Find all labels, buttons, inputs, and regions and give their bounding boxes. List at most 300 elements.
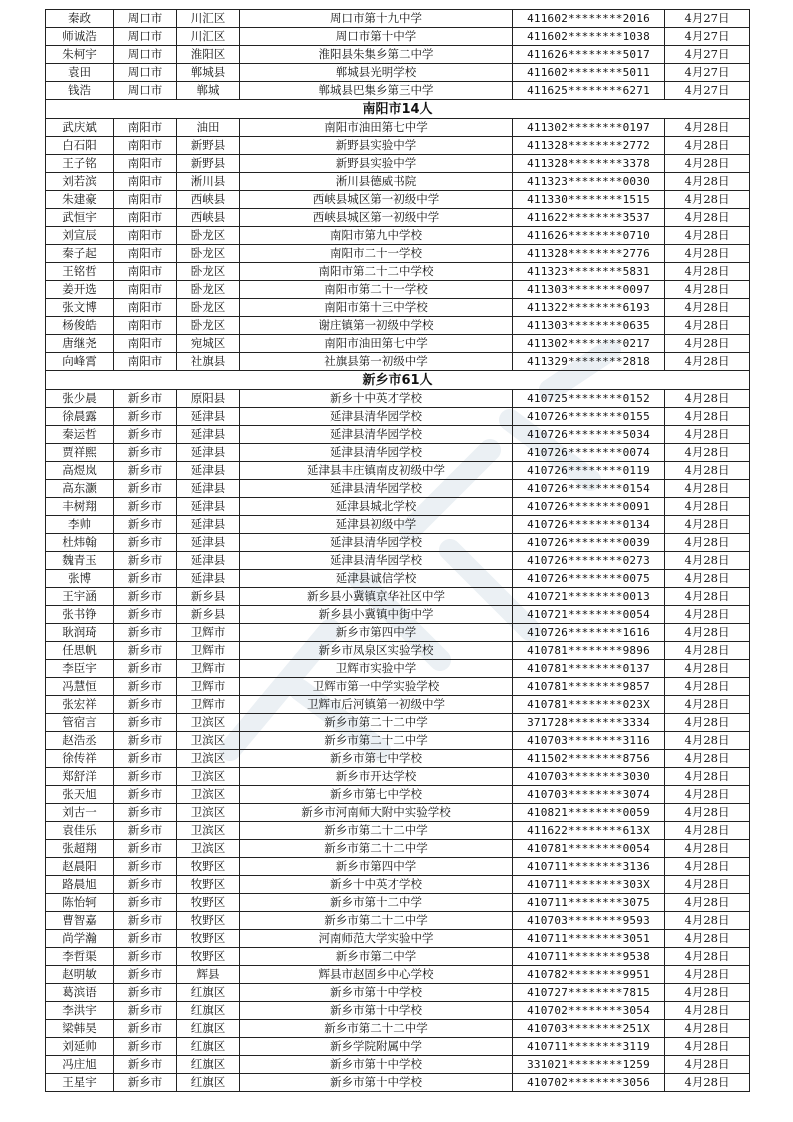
id-number-cell: 410711********3136 xyxy=(513,858,665,876)
city-cell: 新乡市 xyxy=(114,678,177,696)
school-cell: 淅川县德威书院 xyxy=(240,173,513,191)
student-name-cell: 袁田 xyxy=(46,64,114,82)
table-row xyxy=(46,1074,750,1092)
district-cell: 卫滨区 xyxy=(177,840,240,858)
school-cell: 周口市第十九中学 xyxy=(240,10,513,28)
student-name-cell: 陈怡轲 xyxy=(46,894,114,912)
student-name-cell: 赵浩丞 xyxy=(46,732,114,750)
city-cell: 新乡市 xyxy=(114,894,177,912)
id-number-cell: 410726********0039 xyxy=(513,534,665,552)
date-cell: 4月27日 xyxy=(665,28,750,46)
student-name-cell: 徐传祥 xyxy=(46,750,114,768)
city-cell: 南阳市 xyxy=(114,227,177,245)
id-number-cell: 411626********0710 xyxy=(513,227,665,245)
student-name-cell: 杨俊皓 xyxy=(46,317,114,335)
school-cell: 谢庄镇第一初级中学校 xyxy=(240,317,513,335)
student-name-cell: 冯庄旭 xyxy=(46,1056,114,1074)
district-cell: 原阳县 xyxy=(177,390,240,408)
id-number-cell: 410711********3119 xyxy=(513,1038,665,1056)
city-cell: 新乡市 xyxy=(114,984,177,1002)
district-cell: 新野县 xyxy=(177,155,240,173)
date-cell: 4月28日 xyxy=(665,1038,750,1056)
school-cell: 南阳市第十三中学校 xyxy=(240,299,513,317)
id-number-cell: 411323********0030 xyxy=(513,173,665,191)
district-cell: 红旗区 xyxy=(177,1020,240,1038)
date-cell: 4月28日 xyxy=(665,390,750,408)
id-number-cell: 411323********5831 xyxy=(513,263,665,281)
student-name-cell: 袁佳乐 xyxy=(46,822,114,840)
table-row xyxy=(46,353,750,371)
id-number-cell: 410726********0155 xyxy=(513,408,665,426)
student-name-cell: 赵晨阳 xyxy=(46,858,114,876)
city-cell: 新乡市 xyxy=(114,876,177,894)
date-cell: 4月28日 xyxy=(665,281,750,299)
student-name-cell: 张天旭 xyxy=(46,786,114,804)
school-cell: 新乡市第二十二中学 xyxy=(240,912,513,930)
district-cell: 卫滨区 xyxy=(177,804,240,822)
student-name-cell: 葛滨语 xyxy=(46,984,114,1002)
district-cell: 社旗县 xyxy=(177,353,240,371)
school-cell: 延津县清华园学校 xyxy=(240,444,513,462)
school-cell: 社旗县第一初级中学 xyxy=(240,353,513,371)
district-cell: 新野县 xyxy=(177,137,240,155)
id-number-cell: 410703********3116 xyxy=(513,732,665,750)
school-cell: 延津县诚信学校 xyxy=(240,570,513,588)
table-row xyxy=(46,444,750,462)
city-cell: 新乡市 xyxy=(114,570,177,588)
date-cell: 4月28日 xyxy=(665,209,750,227)
table-row xyxy=(46,1038,750,1056)
id-number-cell: 410726********0154 xyxy=(513,480,665,498)
district-cell: 卫滨区 xyxy=(177,732,240,750)
date-cell: 4月28日 xyxy=(665,840,750,858)
table-row xyxy=(46,480,750,498)
table-row xyxy=(46,263,750,281)
student-name-cell: 姜开选 xyxy=(46,281,114,299)
table-row xyxy=(46,408,750,426)
district-cell: 延津县 xyxy=(177,426,240,444)
date-cell: 4月28日 xyxy=(665,948,750,966)
table-row xyxy=(46,299,750,317)
date-cell: 4月28日 xyxy=(665,624,750,642)
table-row xyxy=(46,317,750,335)
school-cell: 新乡市凤泉区实验学校 xyxy=(240,642,513,660)
id-number-cell: 410781********9896 xyxy=(513,642,665,660)
date-cell: 4月28日 xyxy=(665,894,750,912)
district-cell: 卫辉市 xyxy=(177,660,240,678)
table-row xyxy=(46,498,750,516)
district-cell: 延津县 xyxy=(177,516,240,534)
date-cell: 4月28日 xyxy=(665,534,750,552)
district-cell: 郸城 xyxy=(177,82,240,100)
school-cell: 新乡市开达学校 xyxy=(240,768,513,786)
district-cell: 川汇区 xyxy=(177,10,240,28)
city-cell: 周口市 xyxy=(114,28,177,46)
section-header-row xyxy=(46,100,750,119)
city-cell: 新乡市 xyxy=(114,912,177,930)
school-cell: 西峡县城区第一初级中学 xyxy=(240,191,513,209)
date-cell: 4月28日 xyxy=(665,516,750,534)
section-title: 南阳市14人 xyxy=(46,100,750,119)
date-cell: 4月27日 xyxy=(665,64,750,82)
student-name-cell: 刘若滨 xyxy=(46,173,114,191)
student-name-cell: 秦政 xyxy=(46,10,114,28)
district-cell: 卫辉市 xyxy=(177,696,240,714)
date-cell: 4月28日 xyxy=(665,1020,750,1038)
student-name-cell: 管宿言 xyxy=(46,714,114,732)
table-row xyxy=(46,1002,750,1020)
table-row xyxy=(46,119,750,137)
student-name-cell: 李洪宇 xyxy=(46,1002,114,1020)
id-number-cell: 411602********1038 xyxy=(513,28,665,46)
table-row xyxy=(46,227,750,245)
date-cell: 4月28日 xyxy=(665,930,750,948)
student-name-cell: 李帅 xyxy=(46,516,114,534)
date-cell: 4月28日 xyxy=(665,642,750,660)
table-row xyxy=(46,750,750,768)
id-number-cell: 410702********3054 xyxy=(513,1002,665,1020)
table-row xyxy=(46,642,750,660)
student-name-cell: 梁韩昊 xyxy=(46,1020,114,1038)
date-cell: 4月28日 xyxy=(665,570,750,588)
city-cell: 新乡市 xyxy=(114,552,177,570)
district-cell: 新乡县 xyxy=(177,588,240,606)
district-cell: 牧野区 xyxy=(177,912,240,930)
city-cell: 周口市 xyxy=(114,10,177,28)
city-cell: 新乡市 xyxy=(114,948,177,966)
table-row xyxy=(46,714,750,732)
city-cell: 南阳市 xyxy=(114,353,177,371)
school-cell: 延津县丰庄镇南皮初级中学 xyxy=(240,462,513,480)
student-name-cell: 张文博 xyxy=(46,299,114,317)
table-row xyxy=(46,245,750,263)
school-cell: 新乡市第七中学校 xyxy=(240,750,513,768)
table-row xyxy=(46,534,750,552)
date-cell: 4月28日 xyxy=(665,462,750,480)
date-cell: 4月27日 xyxy=(665,82,750,100)
date-cell: 4月28日 xyxy=(665,245,750,263)
id-number-cell: 411303********0097 xyxy=(513,281,665,299)
city-cell: 新乡市 xyxy=(114,516,177,534)
district-cell: 淅川县 xyxy=(177,173,240,191)
date-cell: 4月28日 xyxy=(665,966,750,984)
date-cell: 4月28日 xyxy=(665,660,750,678)
table-row xyxy=(46,876,750,894)
student-name-cell: 钱浩 xyxy=(46,82,114,100)
school-cell: 新乡市第二十二中学 xyxy=(240,1020,513,1038)
school-cell: 辉县市赵固乡中心学校 xyxy=(240,966,513,984)
student-name-cell: 王宇涵 xyxy=(46,588,114,606)
school-cell: 新乡市第四中学 xyxy=(240,858,513,876)
student-name-cell: 徐晨露 xyxy=(46,408,114,426)
date-cell: 4月28日 xyxy=(665,822,750,840)
city-cell: 南阳市 xyxy=(114,155,177,173)
table-body xyxy=(46,10,750,1092)
school-cell: 新乡县小冀镇中街中学 xyxy=(240,606,513,624)
date-cell: 4月28日 xyxy=(665,732,750,750)
id-number-cell: 410821********0059 xyxy=(513,804,665,822)
table-row xyxy=(46,696,750,714)
district-cell: 牧野区 xyxy=(177,894,240,912)
student-name-cell: 秦子起 xyxy=(46,245,114,263)
id-number-cell: 331021********1259 xyxy=(513,1056,665,1074)
district-cell: 新乡县 xyxy=(177,606,240,624)
student-name-cell: 张博 xyxy=(46,570,114,588)
city-cell: 周口市 xyxy=(114,64,177,82)
id-number-cell: 411329********2818 xyxy=(513,353,665,371)
school-cell: 新乡市第四中学 xyxy=(240,624,513,642)
district-cell: 卫滨区 xyxy=(177,768,240,786)
id-number-cell: 410703********3074 xyxy=(513,786,665,804)
district-cell: 川汇区 xyxy=(177,28,240,46)
district-cell: 延津县 xyxy=(177,498,240,516)
city-cell: 新乡市 xyxy=(114,606,177,624)
student-name-cell: 朱柯宇 xyxy=(46,46,114,64)
student-name-cell: 耿润琦 xyxy=(46,624,114,642)
city-cell: 周口市 xyxy=(114,82,177,100)
student-name-cell: 张宏祥 xyxy=(46,696,114,714)
city-cell: 新乡市 xyxy=(114,390,177,408)
student-name-cell: 任思帆 xyxy=(46,642,114,660)
district-cell: 牧野区 xyxy=(177,948,240,966)
id-number-cell: 411328********2776 xyxy=(513,245,665,263)
student-name-cell: 贾祥熙 xyxy=(46,444,114,462)
student-name-cell: 武恒宇 xyxy=(46,209,114,227)
id-number-cell: 411602********2016 xyxy=(513,10,665,28)
id-number-cell: 410727********7815 xyxy=(513,984,665,1002)
date-cell: 4月28日 xyxy=(665,408,750,426)
school-cell: 延津县清华园学校 xyxy=(240,480,513,498)
table-row xyxy=(46,588,750,606)
district-cell: 牧野区 xyxy=(177,858,240,876)
table-row xyxy=(46,624,750,642)
table-row xyxy=(46,426,750,444)
id-number-cell: 411322********6193 xyxy=(513,299,665,317)
date-cell: 4月28日 xyxy=(665,191,750,209)
district-cell: 卧龙区 xyxy=(177,227,240,245)
district-cell: 宛城区 xyxy=(177,335,240,353)
school-cell: 西峡县城区第一初级中学 xyxy=(240,209,513,227)
district-cell: 延津县 xyxy=(177,462,240,480)
id-number-cell: 410726********0273 xyxy=(513,552,665,570)
school-cell: 新乡市第十二中学 xyxy=(240,894,513,912)
id-number-cell: 411625********6271 xyxy=(513,82,665,100)
date-cell: 4月28日 xyxy=(665,263,750,281)
student-name-cell: 王星宇 xyxy=(46,1074,114,1092)
student-name-cell: 张少晨 xyxy=(46,390,114,408)
table-row xyxy=(46,948,750,966)
district-cell: 牧野区 xyxy=(177,930,240,948)
city-cell: 新乡市 xyxy=(114,534,177,552)
school-cell: 新乡县小冀镇京华社区中学 xyxy=(240,588,513,606)
district-cell: 红旗区 xyxy=(177,1002,240,1020)
student-name-cell: 刘古一 xyxy=(46,804,114,822)
city-cell: 新乡市 xyxy=(114,966,177,984)
date-cell: 4月28日 xyxy=(665,606,750,624)
student-name-cell: 向峰霄 xyxy=(46,353,114,371)
student-name-cell: 唐继尧 xyxy=(46,335,114,353)
school-cell: 新乡市第七中学校 xyxy=(240,786,513,804)
date-cell: 4月28日 xyxy=(665,678,750,696)
district-cell: 卧龙区 xyxy=(177,245,240,263)
school-cell: 新乡市河南师大附中实验学校 xyxy=(240,804,513,822)
id-number-cell: 411330********1515 xyxy=(513,191,665,209)
date-cell: 4月28日 xyxy=(665,750,750,768)
city-cell: 南阳市 xyxy=(114,281,177,299)
city-cell: 新乡市 xyxy=(114,408,177,426)
date-cell: 4月28日 xyxy=(665,1002,750,1020)
date-cell: 4月28日 xyxy=(665,912,750,930)
id-number-cell: 411302********0217 xyxy=(513,335,665,353)
id-number-cell: 410726********0075 xyxy=(513,570,665,588)
school-cell: 延津县清华园学校 xyxy=(240,552,513,570)
student-name-cell: 白石阳 xyxy=(46,137,114,155)
district-cell: 延津县 xyxy=(177,552,240,570)
id-number-cell: 410703********9593 xyxy=(513,912,665,930)
city-cell: 新乡市 xyxy=(114,462,177,480)
student-name-cell: 魏青玉 xyxy=(46,552,114,570)
student-name-cell: 丰树翔 xyxy=(46,498,114,516)
school-cell: 新乡市第十中学校 xyxy=(240,984,513,1002)
table-row xyxy=(46,678,750,696)
table-row xyxy=(46,822,750,840)
city-cell: 新乡市 xyxy=(114,822,177,840)
date-cell: 4月28日 xyxy=(665,335,750,353)
city-cell: 南阳市 xyxy=(114,335,177,353)
district-cell: 延津县 xyxy=(177,534,240,552)
district-cell: 卧龙区 xyxy=(177,281,240,299)
date-cell: 4月28日 xyxy=(665,299,750,317)
date-cell: 4月28日 xyxy=(665,876,750,894)
id-number-cell: 410702********3056 xyxy=(513,1074,665,1092)
table-row xyxy=(46,64,750,82)
id-number-cell: 411626********5017 xyxy=(513,46,665,64)
student-name-cell: 高东灏 xyxy=(46,480,114,498)
city-cell: 新乡市 xyxy=(114,444,177,462)
district-cell: 牧野区 xyxy=(177,876,240,894)
city-cell: 新乡市 xyxy=(114,588,177,606)
district-cell: 卫滨区 xyxy=(177,714,240,732)
city-cell: 新乡市 xyxy=(114,426,177,444)
table-row xyxy=(46,335,750,353)
table-row xyxy=(46,966,750,984)
student-name-cell: 杜炜翰 xyxy=(46,534,114,552)
date-cell: 4月28日 xyxy=(665,984,750,1002)
district-cell: 延津县 xyxy=(177,480,240,498)
id-number-cell: 411502********8756 xyxy=(513,750,665,768)
school-cell: 卫辉市第一中学实验学校 xyxy=(240,678,513,696)
date-cell: 4月28日 xyxy=(665,768,750,786)
school-cell: 延津县清华园学校 xyxy=(240,534,513,552)
date-cell: 4月28日 xyxy=(665,317,750,335)
school-cell: 新乡十中英才学校 xyxy=(240,390,513,408)
table-row xyxy=(46,786,750,804)
school-cell: 新乡市第十中学校 xyxy=(240,1074,513,1092)
student-name-cell: 曹智嘉 xyxy=(46,912,114,930)
district-cell: 卫滨区 xyxy=(177,786,240,804)
district-cell: 延津县 xyxy=(177,408,240,426)
school-cell: 新乡市第二十二中学 xyxy=(240,732,513,750)
id-number-cell: 411602********5011 xyxy=(513,64,665,82)
city-cell: 新乡市 xyxy=(114,642,177,660)
city-cell: 南阳市 xyxy=(114,263,177,281)
table-row xyxy=(46,516,750,534)
table-row xyxy=(46,390,750,408)
city-cell: 新乡市 xyxy=(114,858,177,876)
city-cell: 南阳市 xyxy=(114,317,177,335)
district-cell: 红旗区 xyxy=(177,1056,240,1074)
district-cell: 卫辉市 xyxy=(177,624,240,642)
table-row xyxy=(46,606,750,624)
student-name-cell: 尚学瀚 xyxy=(46,930,114,948)
school-cell: 南阳市二十一学校 xyxy=(240,245,513,263)
id-number-cell: 410726********0091 xyxy=(513,498,665,516)
student-name-cell: 冯慧恒 xyxy=(46,678,114,696)
date-cell: 4月28日 xyxy=(665,227,750,245)
table-row xyxy=(46,462,750,480)
district-cell: 卧龙区 xyxy=(177,263,240,281)
student-name-cell: 刘宣辰 xyxy=(46,227,114,245)
district-cell: 红旗区 xyxy=(177,1038,240,1056)
school-cell: 淮阳县朱集乡第二中学 xyxy=(240,46,513,64)
student-name-cell: 刘延帅 xyxy=(46,1038,114,1056)
school-cell: 新乡市第十中学校 xyxy=(240,1002,513,1020)
student-name-cell: 张超翔 xyxy=(46,840,114,858)
district-cell: 卫滨区 xyxy=(177,750,240,768)
table-row xyxy=(46,570,750,588)
school-cell: 河南师范大学实验中学 xyxy=(240,930,513,948)
id-number-cell: 410782********9951 xyxy=(513,966,665,984)
date-cell: 4月28日 xyxy=(665,696,750,714)
city-cell: 南阳市 xyxy=(114,245,177,263)
city-cell: 南阳市 xyxy=(114,137,177,155)
id-number-cell: 410781********0054 xyxy=(513,840,665,858)
district-cell: 卧龙区 xyxy=(177,317,240,335)
school-cell: 新乡市第二十二中学 xyxy=(240,840,513,858)
school-cell: 南阳市第九中学校 xyxy=(240,227,513,245)
id-number-cell: 411328********2772 xyxy=(513,137,665,155)
table-row xyxy=(46,912,750,930)
table-row xyxy=(46,155,750,173)
city-cell: 新乡市 xyxy=(114,1020,177,1038)
id-number-cell: 371728********3334 xyxy=(513,714,665,732)
section-header-row xyxy=(46,371,750,390)
city-cell: 新乡市 xyxy=(114,732,177,750)
id-number-cell: 411328********3378 xyxy=(513,155,665,173)
city-cell: 南阳市 xyxy=(114,173,177,191)
district-cell: 延津县 xyxy=(177,444,240,462)
date-cell: 4月28日 xyxy=(665,498,750,516)
city-cell: 南阳市 xyxy=(114,209,177,227)
id-number-cell: 410721********0013 xyxy=(513,588,665,606)
district-cell: 红旗区 xyxy=(177,1074,240,1092)
student-list-table xyxy=(45,9,750,1092)
school-cell: 郸城县巴集乡第三中学 xyxy=(240,82,513,100)
district-cell: 油田 xyxy=(177,119,240,137)
table-row xyxy=(46,281,750,299)
student-name-cell: 郑舒洋 xyxy=(46,768,114,786)
school-cell: 延津县清华园学校 xyxy=(240,426,513,444)
city-cell: 新乡市 xyxy=(114,930,177,948)
student-name-cell: 李哲渠 xyxy=(46,948,114,966)
school-cell: 新野县实验中学 xyxy=(240,137,513,155)
school-cell: 新乡学院附属中学 xyxy=(240,1038,513,1056)
school-cell: 郸城县光明学校 xyxy=(240,64,513,82)
student-name-cell: 师诚浩 xyxy=(46,28,114,46)
id-number-cell: 410703********3030 xyxy=(513,768,665,786)
id-number-cell: 410726********5034 xyxy=(513,426,665,444)
date-cell: 4月28日 xyxy=(665,714,750,732)
